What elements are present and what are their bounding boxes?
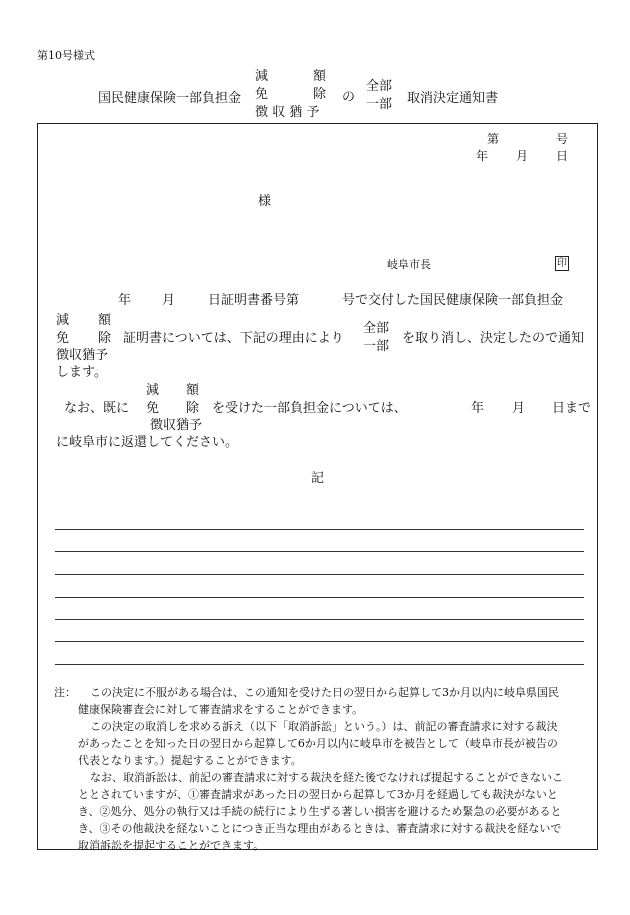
p2-opt-reduction-b: 額 [186, 383, 200, 398]
title-scope-all: 全部 [366, 79, 393, 94]
title-option-reduction: 減 [255, 69, 269, 84]
title-prefix: 国民健康保険一部負担金 [98, 91, 242, 106]
note-line: き、②処分、処分の執行又は手続の続行により生ずる著しい損害を避けるため緊急の必要があると [78, 805, 562, 818]
note-line: 健康保険審査会に対して審査請求をすることができます。 [78, 703, 364, 716]
p1-issued: 号で交付した国民健康保険一部負担金 [342, 293, 564, 308]
p1-opt-reduction-b: 額 [98, 313, 112, 328]
note-line: なお、取消訴訟は、前記の審査請求に対する裁決を経た後でなければ提起することができないこ [90, 771, 563, 784]
title-option-deferral: 徴 収 猶 予 [255, 105, 320, 120]
p2-opt-exemption-b: 除 [186, 401, 200, 416]
note-line: 代表となります。）提起することができます。 [78, 754, 302, 767]
p1-month: 月 [162, 293, 176, 308]
p1-end: します。 [56, 365, 107, 380]
addressee-suffix: 様 [258, 194, 272, 209]
title-option-reduction-b: 額 [313, 69, 327, 84]
issuer-name: 岐阜市長 [387, 258, 431, 271]
reason-line [55, 664, 584, 665]
number-dai: 第 [487, 132, 500, 146]
reason-line [55, 619, 584, 620]
title-scope-part: 一部 [366, 97, 393, 112]
p1-day-cert: 日証明書番号第 [208, 293, 300, 308]
p2-year: 年 [471, 401, 485, 416]
p2-opt-reduction: 減 [146, 383, 160, 398]
p2-until: 日まで [552, 401, 592, 416]
note-line: この決定に不服がある場合は、この通知を受けた日の翌日から起算して3か月以内に岐阜県国民 [90, 686, 559, 699]
note-line: ととされていますが、①審査請求があった日の翌日から起算して3か月を経過しても裁決がないと [78, 788, 558, 801]
reason-line [55, 574, 584, 575]
p2-start: なお、既に [64, 401, 130, 416]
reason-line [55, 529, 584, 530]
date-day: 日 [556, 149, 569, 163]
title-no: の [342, 90, 356, 105]
p1-cert-text: 証明書については、下記の理由により [123, 331, 344, 346]
number-go: 号 [556, 132, 569, 146]
form-number: 第10号様式 [37, 49, 95, 62]
p1-opt-reduction: 減 [56, 313, 70, 328]
notes-label: 注： [54, 686, 76, 699]
reason-line [55, 551, 584, 552]
note-line: き、③その他裁決を経ないことにつき正当な理由があるときは、審査請求に対する裁決を経ないで [78, 822, 562, 835]
p2-opt-deferral: 徴収猶予 [150, 418, 203, 433]
title-suffix: 取消決定通知書 [407, 91, 499, 106]
seal-mark: 印 [557, 258, 567, 269]
p1-opt-exemption-b: 除 [98, 331, 112, 346]
reason-line [55, 641, 584, 642]
p2-month: 月 [512, 401, 526, 416]
title-option-exemption-b: 除 [313, 87, 327, 102]
title-option-exemption: 免 [255, 87, 269, 102]
p1-scope-all: 全部 [363, 321, 390, 336]
p1-scope-part: 一部 [363, 339, 390, 354]
p1-year: 年 [118, 293, 132, 308]
p1-cancel-text: を取り消し、決定したので通知 [402, 331, 585, 346]
p1-opt-exemption: 免 [56, 331, 70, 346]
p2-opt-exemption: 免 [146, 401, 160, 416]
note-line: があったことを知った日の翌日から起算して6か月以内に岐阜市を被告として（岐阜市長が被告の [78, 737, 558, 750]
p1-opt-deferral: 徴収猶予 [56, 348, 109, 363]
ki-heading: 記 [311, 471, 325, 486]
note-line: この決定の取消しを求める訴え（以下「取消訴訟」という。）は、前記の審査請求に対する裁決 [90, 720, 558, 733]
reason-line [55, 597, 584, 598]
p2-mid: を受けた一部負担金については、 [212, 401, 407, 416]
date-year: 年 [476, 149, 489, 163]
note-line: 取消訴訟を提起することができます。 [78, 839, 265, 852]
p2-end: に岐阜市に返還してください。 [56, 435, 239, 450]
date-month: 月 [516, 149, 529, 163]
